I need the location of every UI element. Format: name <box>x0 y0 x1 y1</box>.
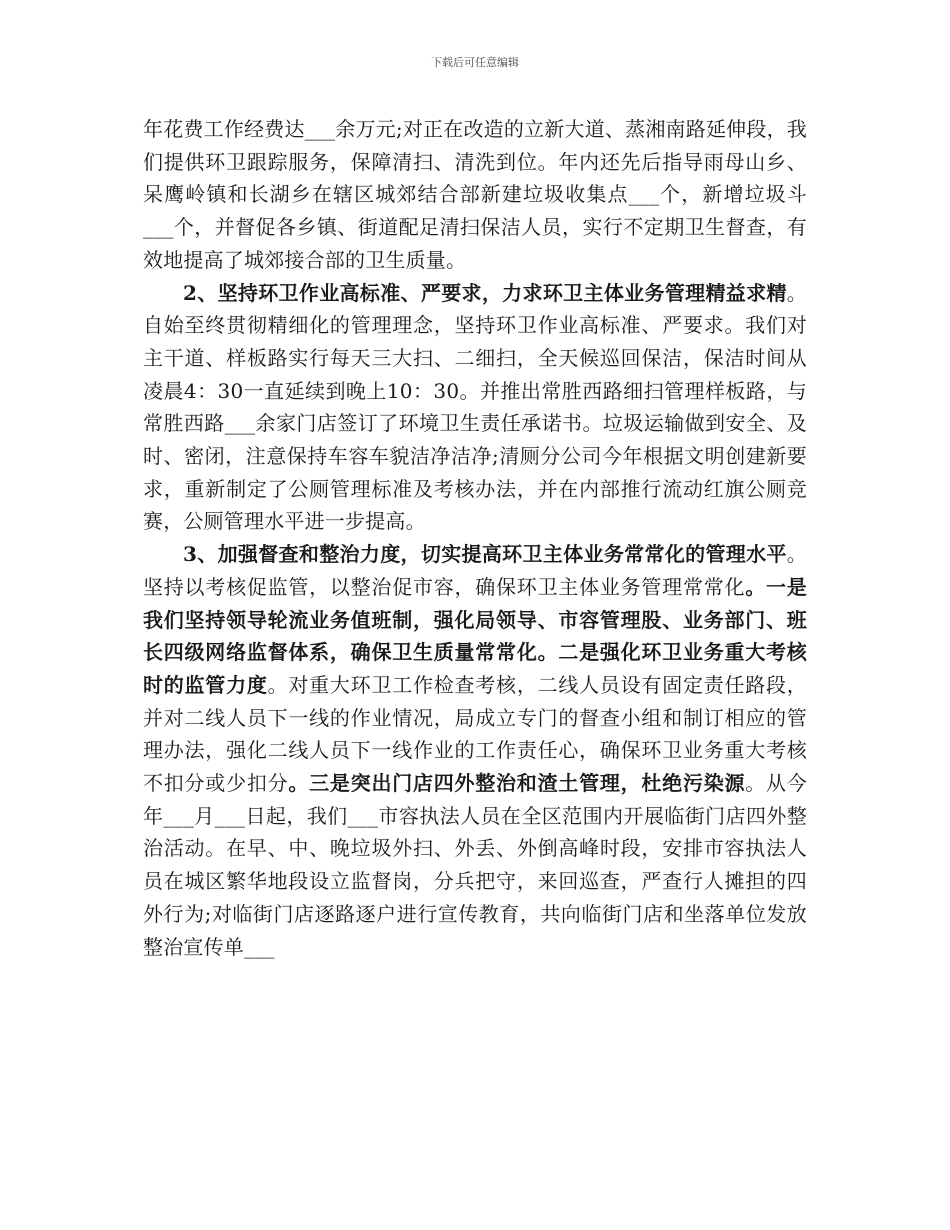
paragraph-2 <box>143 277 807 539</box>
paragraph-3 <box>143 538 807 963</box>
page-header: 下载后可任意编辑 <box>431 56 519 69</box>
paragraph-3-text-b: 。对重大环卫工作检查考核，二线人员设有固定责任路段，并对二线人员下一线的作业情况，局成立专门的督查小组和制订相应的管理办法，强化二线人员下一线作业的工作责任心，确保环卫业务重大考核不扣分或少扣分 <box>143 672 807 796</box>
paragraph-2-text: 。自始至终贯彻精细化的管理理念，坚持环卫作业高标准、严要求。我们对主干道、样板路实行每天三大扫、二细扫，全天候巡回保洁，保洁时间从凌晨4：30一直延续到晚上10：30。并推出常胜西路细扫管理样板路，与常胜西路___余家门店签订了环境卫生责任承诺书。垃圾运输做到安全、及时、密闭，注意保持车容车貌洁净洁净;清厕分公司今年根据文明创建新要求，重新制定了公厕管理标准及考核办法，并在内部推行流动红旗公厕竞赛，公厕管理水平进一步提高。 <box>143 280 807 534</box>
paragraph-3-point-3: 。三是突出门店四外整治和渣土管理，杜绝污染源 <box>288 771 746 796</box>
paragraph-3-heading: 3、加强督查和整治力度，切实提高环卫主体业务常常化的管理水平 <box>183 542 787 567</box>
paragraph-2-heading: 2、坚持环卫作业高标准、严要求，力求环卫主体业务管理精益求精 <box>183 280 787 305</box>
paragraph-3-text-c: 。从今年___月___日起，我们___市容执法人员在全区范围内开展临街门店四外整治活动。在早、中、晚垃圾外扫、外丢、外倒高峰时段，安排市容执法人员在城区繁华地段设立监督岗，分兵把守，来回巡查，严查行人摊担的四外行为;对临街门店逐路逐户进行宣传教育，共向临街门店和坐落单位发放整治宣传单___ <box>143 771 807 959</box>
paragraph-3-text-a: 。坚持以考核促监管，以整治促市容，确保环卫主体业务管理常常化 <box>143 542 807 599</box>
paragraph-1 <box>143 113 807 277</box>
paragraph-3-point-1-2: 。一是我们坚持领导轮流业务值班制，强化局领导、市容管理股、业务部门、班长四级网络监督体系，确保卫生质量常常化。二是强化环卫业务重大考核时的监管力度 <box>143 574 807 697</box>
paragraph-1-text: 年花费工作经费达___余万元;对正在改造的立新大道、蒸湘南路延伸段，我们提供环卫跟踪服务，保障清扫、清洗到位。年内还先后指导雨母山乡、呆鹰岭镇和长湖乡在辖区城郊结合部新建垃圾收集点___个，新增垃圾斗___个，并督促各乡镇、街道配足清扫保洁人员，实行不定期卫生督查，有效地提高了城郊接合部的卫生质量。 <box>143 117 807 272</box>
document-body <box>143 113 807 963</box>
